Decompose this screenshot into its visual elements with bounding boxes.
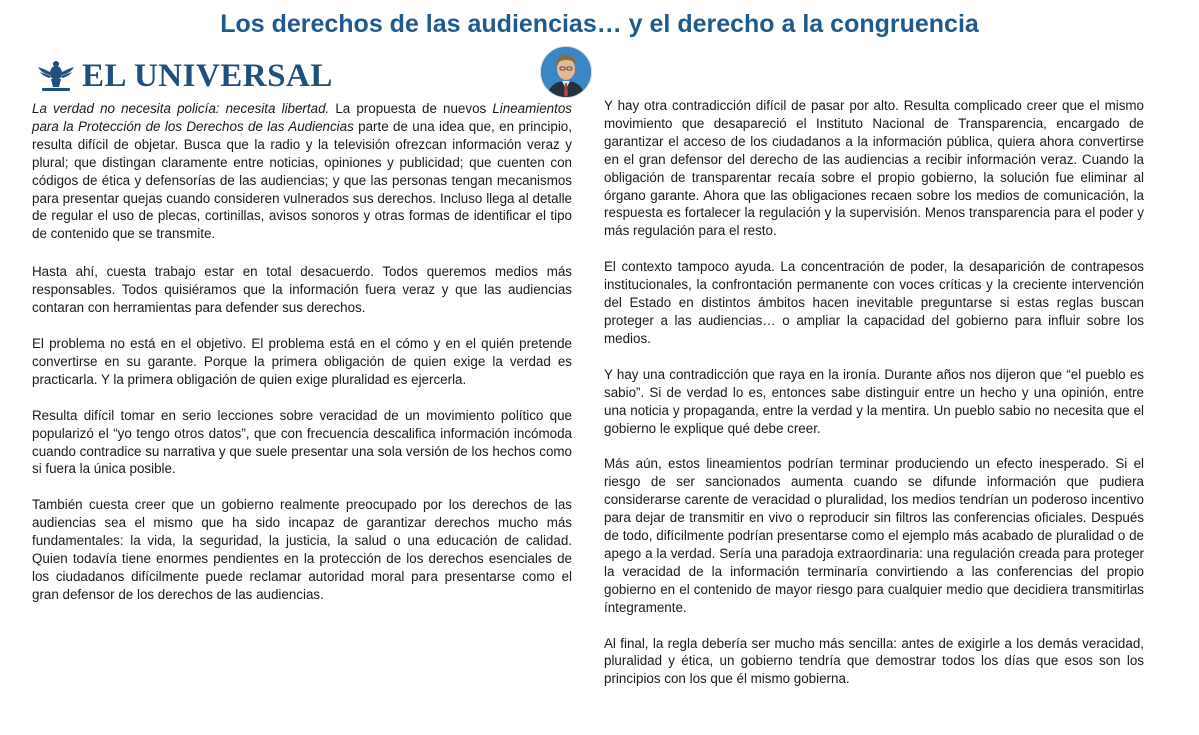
left-article-column xyxy=(32,100,572,622)
article-paragraph: Al final, la regla debería ser mucho más sencilla: antes de exigirle a los demás veracidad, pluralidad y ética, un gobierno tendría que demostrar todos los días que esos son los principios con los que él mismo gobierna. xyxy=(604,635,1144,687)
article-paragraph: Resulta difícil tomar en serio lecciones sobre veracidad de un movimiento político que popularizó el “yo tengo otros datos”, que con frecuencia descalifica información incómoda cuando contradice su narrativa y que suele presentar una sola versión de los hechos como si fuera la única posible. xyxy=(32,407,572,477)
article-paragraph: También cuesta creer que un gobierno realmente preocupado por los derechos de las audiencias sea el mismo que ha sido incapaz de garantizar derechos mucho más fundamentales: la vida, la seguridad, la justicia, la salud o una educación de calidad. Quien todavía tiene enormes pendientes en la protección de los derechos esenciales de los ciudadanos difícilmente puede reclamar autoridad moral para presentarse como el gran defensor de los derechos de las audiencias. xyxy=(32,497,572,602)
article-paragraph: El contexto tampoco ayuda. La concentración de poder, la desaparición de contrapesos institucionales, la confrontación permanente con voces críticas y la creciente intervención del Estado en distintos ámbitos hacen inevitable preguntarse si estas reglas buscan proteger a las audiencias… o ampliar la capacidad del gobierno para influir sobre los medios. xyxy=(604,259,1144,346)
eagle-emblem-icon xyxy=(36,59,76,93)
right-article-column xyxy=(604,97,1144,706)
article-paragraph: El problema no está en el objetivo. El problema está en el cómo y en el quién pretende convertirse en su garante. Porque la primera obligación de quien exige la verdad es practicarla. Y la primera obligación de quien exige pluralidad es ejercerla. xyxy=(32,335,572,387)
article-paragraph: Y hay una contradicción que raya en la ironía. Durante años nos dijeron que “el pueblo es sabio”. Si de verdad lo es, entonces sabe distinguir entre un hecho y una opinión, entre una noticia y propaganda, entre la verdad y la mentira. Un pueblo sabio no necesita que el gobierno le explique qué debe creer. xyxy=(604,366,1144,436)
article-paragraph: Hasta ahí, cuesta trabajo estar en total desacuerdo. Todos queremos medios más responsables. Todos quisiéramos que la información fuera veraz y que las audiencias contaran con herramientas para defender sus derechos. xyxy=(32,264,572,316)
article-paragraph: Más aún, estos lineamientos podrían terminar produciendo un efecto inesperado. Si el riesgo de ser sancionados aumenta cuando se difunde información que pudiera considerarse carente de veracidad o pluralidad, los medios tendrían un poderoso incentivo para dejar de transmitir en vivo o reproducir sin filtros las conferencias oficiales. Después de todo, difícilmente podrían presentarse como el ejemplo más acabado de pluralidad o de apego a la verdad. Sería una paradoja extraordinaria: una regulación creada para proteger la veracidad de la información terminaría convirtiendo a las conferencias del propio gobierno en el contenido de mayor riesgo para cualquier medio que decidiera transmitirlas íntegramente. xyxy=(604,456,1144,615)
paragraph-text: parte de una idea que, en principio, resulta difícil de objetar. Busca que la radio y la televisión ofrezcan información veraz y plural; que distingan claramente entre noticias, opiniones y publicidad; que cuenten con códigos de ética y defensorías de las audiencias; y que las personas tengan mecanismos para presentar quejas cuando consideren vulnerados sus derechos. Incluso llega al detalle de regular el uso de plecas, cortinillas, avisos sonoros y otras formas de identificar el tipo de contenido que se transmite. xyxy=(32,118,572,242)
author-portrait-image xyxy=(541,47,591,97)
newspaper-masthead xyxy=(36,52,333,100)
article-paragraph: Y hay otra contradicción difícil de pasar por alto. Resulta complicado creer que el mismo movimiento que desapareció el Instituto Nacional de Transparencia, encargado de garantizar el acceso de los ciudadanos a la información pública, quiera ahora convertirse en el gran defensor del derecho de las audiencias a recibir información veraz. Cuando la obligación de transparentar recaía sobre el propio gobierno, la solución fue eliminar al órgano garante. Ahora que las obligaciones recaen sobre los medios de comunicación, la respuesta es fortalecer la regulación y la supervisión. Menos transparencia para el poder y más regulación para el resto. xyxy=(604,98,1144,239)
article-paragraph xyxy=(32,100,572,243)
article-headline: Los derechos de las audiencias… y el derecho a la congruencia xyxy=(220,10,979,38)
guidelines-title: Lineamientos para la Protección de los Derechos de las Audiencias xyxy=(32,101,572,134)
newspaper-logo-text: EL UNIVERSAL xyxy=(82,58,333,94)
paragraph-text: La propuesta de nuevos xyxy=(329,101,493,116)
author-avatar xyxy=(540,46,592,98)
lead-quote: La verdad no necesita policía: necesita libertad. xyxy=(32,101,330,116)
